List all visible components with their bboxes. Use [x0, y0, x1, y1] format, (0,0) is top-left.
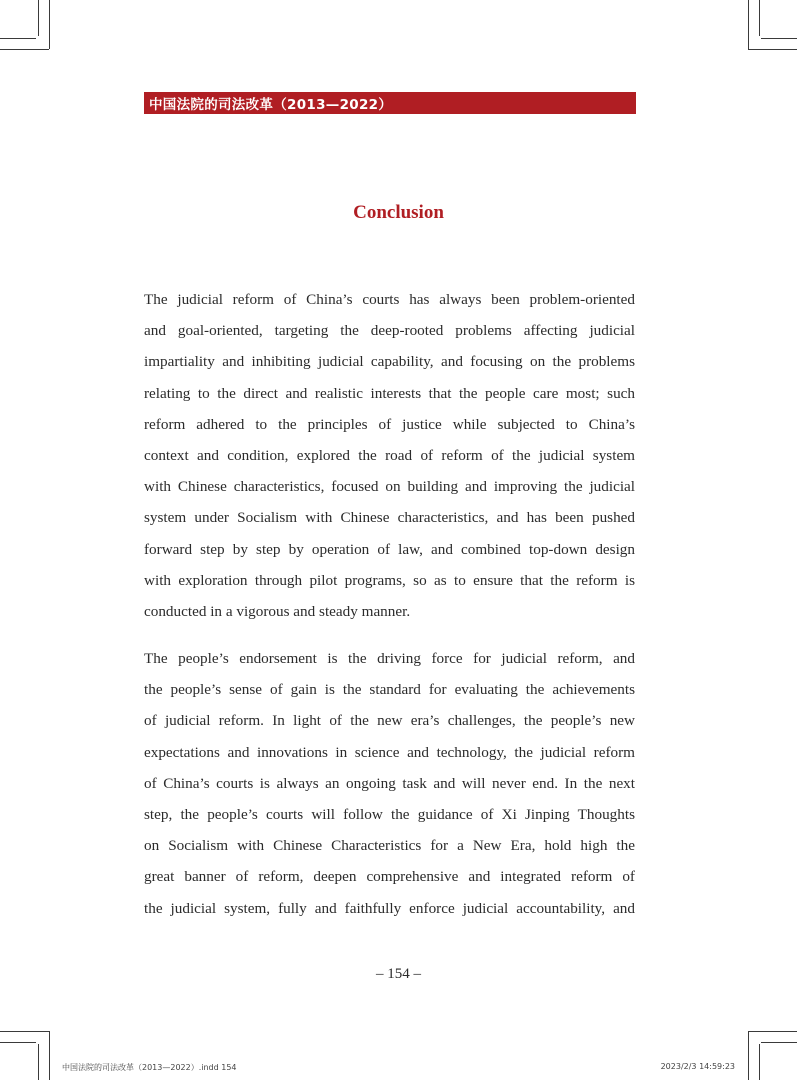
crop-mark: [759, 0, 760, 36]
text-line: on Socialism with Chinese Characteristics for a New Era, hold high the: [144, 837, 635, 855]
slug-file-info: 中国法院的司法改革（2013—2022）.indd 154: [62, 1063, 237, 1072]
crop-mark: [748, 0, 749, 49]
crop-mark: [759, 1044, 760, 1080]
running-header: [144, 92, 636, 114]
text-line: expectations and innovations in science and technology, the judicial reform: [144, 743, 635, 761]
text-line: system under Socialism with Chinese characteristics, and has been pushed: [144, 509, 635, 527]
crop-mark: [0, 49, 49, 50]
crop-mark: [748, 1031, 749, 1080]
crop-mark: [761, 1042, 797, 1043]
crop-mark: [748, 1031, 797, 1032]
crop-mark: [38, 0, 39, 36]
paragraph: [144, 643, 635, 924]
text-line: and goal-oriented, targeting the deep-rooted problems affecting judicial: [144, 322, 635, 340]
text-line: of judicial reform. In light of the new era’s challenges, the people’s new: [144, 712, 635, 730]
text-line: great banner of reform, deepen comprehensive and integrated reform of: [144, 868, 635, 886]
page-number: – 154 –: [376, 966, 421, 982]
running-header-title: 中国法院的司法改革（2013—2022）: [149, 97, 393, 113]
crop-mark: [0, 1031, 49, 1032]
crop-mark: [748, 49, 797, 50]
text-line: reform adhered to the principles of justice while subjected to China’s: [144, 415, 635, 433]
text-line: conducted in a vigorous and steady manner.: [144, 602, 411, 620]
text-line: impartiality and inhibiting judicial capability, and focusing on the problems: [144, 353, 635, 371]
crop-mark: [49, 0, 50, 49]
text-line: The people’s endorsement is the driving force for judicial reform, and: [144, 650, 635, 667]
crop-mark: [0, 1042, 36, 1043]
text-line: the people’s sense of gain is the standard for evaluating the achievements: [144, 681, 635, 699]
text-line: the judicial system, fully and faithfully enforce judicial accountability, and: [144, 899, 635, 917]
section-title: Conclusion: [353, 202, 444, 223]
text-line: The judicial reform of China’s courts has always been problem-oriented: [144, 291, 635, 308]
text-line: forward step by step by operation of law, and combined top-down design: [144, 540, 635, 558]
paragraph: [144, 284, 635, 627]
crop-mark: [0, 38, 36, 39]
text-line: context and condition, explored the road of reform of the judicial system: [144, 446, 635, 464]
crop-mark: [49, 1031, 50, 1080]
text-line: relating to the direct and realistic interests that the people care most; such: [144, 384, 635, 402]
text-line: step, the people’s courts will follow the guidance of Xi Jinping Thoughts: [144, 805, 635, 823]
text-line: with Chinese characteristics, focused on building and improving the judicial: [144, 478, 635, 496]
text-line: of China’s courts is always an ongoing task and will never end. In the next: [144, 774, 635, 792]
crop-mark: [761, 38, 797, 39]
text-line: with exploration through pilot programs, so as to ensure that the reform is: [144, 571, 635, 589]
slug-timestamp: 2023/2/3 14:59:23: [660, 1062, 735, 1071]
crop-mark: [38, 1044, 39, 1080]
